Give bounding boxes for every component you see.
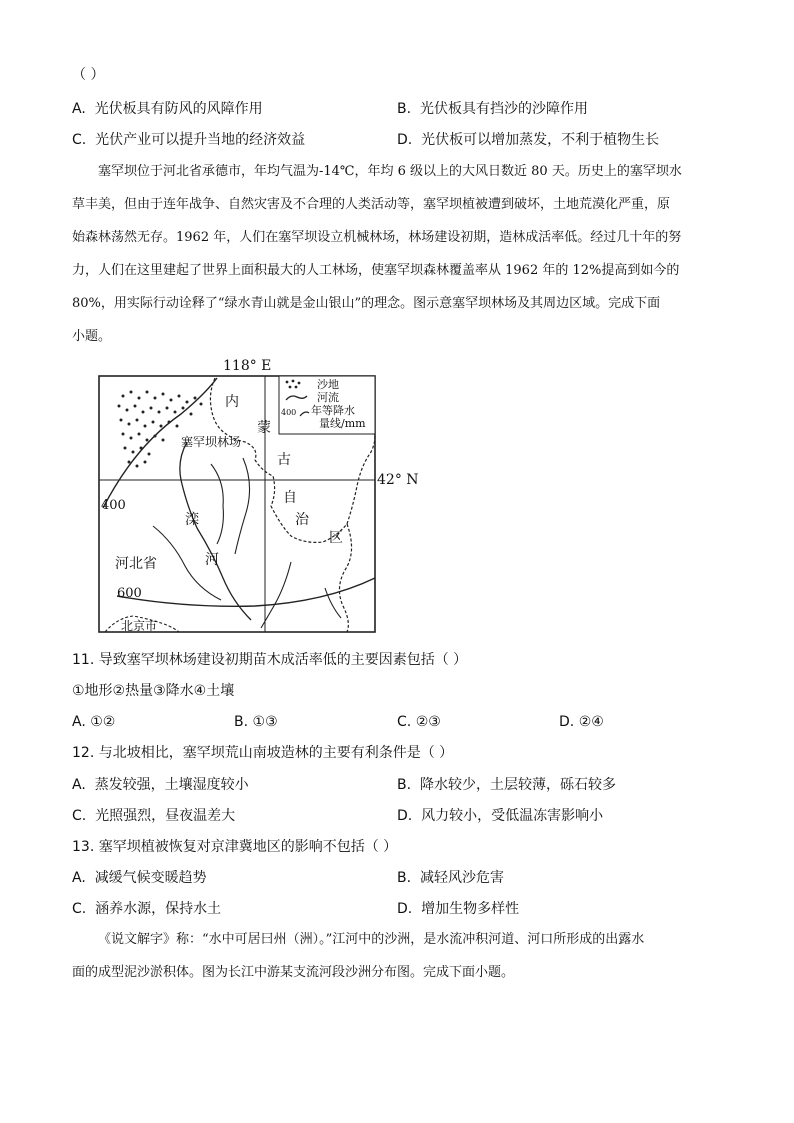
inner-mongolia-char-6: 区 [329, 530, 343, 546]
q13-stem: 13. 塞罕坝植被恢复对京津冀地区的影响不包括（ ） [72, 839, 398, 855]
q11-option-c [397, 713, 441, 731]
q12-stem: 12. 与北坡相比，塞罕坝荒山南坡造林的主要有利条件是（ ） [72, 745, 454, 761]
passage-line: 《说文解字》称：“水中可居曰州（洲）。”江河中的沙洲，是水流冲积河道、河口所形成的出露水 [98, 932, 645, 947]
option-letter: D. [397, 808, 413, 824]
passage-shazhou [72, 923, 724, 989]
option-letter: B. [234, 714, 249, 730]
passage-line: 小题。 [72, 329, 112, 344]
option-letter: B. [397, 777, 412, 793]
option-text: 减轻风沙危害 [419, 870, 504, 886]
passage-line: 80%，用实际行动诠释了“绿水青山就是金山银山”的理念。图示意塞罕坝林场及其周边区域。完成下面 [72, 296, 661, 311]
option-letter: D. [397, 132, 413, 148]
saihanba-map [95, 356, 425, 636]
inner-mongolia-char-4: 自 [283, 490, 297, 506]
q10-option-c [72, 131, 305, 149]
tributary [235, 458, 250, 554]
q11-option-d [559, 713, 604, 731]
option-letter: C. [397, 714, 412, 730]
q13-option-c [72, 900, 221, 918]
legend-isohyet-label-2: 量线/mm [319, 417, 366, 430]
option-text: 蒸发较强，土壤湿度较小 [94, 777, 249, 793]
tributary [211, 464, 223, 544]
q13-option-b [397, 869, 504, 887]
option-text: ②③ [415, 714, 441, 730]
q11-factors: ①地形②热量③降水④土壤 [72, 683, 235, 699]
option-letter: A. [72, 101, 86, 117]
q11-stem: 11. 导致塞罕坝林场建设初期苗木成活率低的主要因素包括（ ） [72, 652, 468, 668]
beijing-label: 北京市 [121, 619, 158, 633]
option-text: ①③ [252, 714, 278, 730]
q12-option-a [72, 776, 249, 794]
latitude-label: 42° N [377, 472, 419, 488]
luan-river-char-1: 滦 [185, 512, 199, 528]
inner-mongolia-char-5: 治 [295, 512, 309, 528]
option-letter: C. [72, 132, 87, 148]
inner-mongolia-char-3: 古 [277, 452, 291, 468]
q10-option-d [397, 131, 659, 149]
q10-option-a [72, 100, 263, 118]
sand-field [118, 391, 203, 468]
option-letter: A. [72, 777, 86, 793]
option-letter: B. [397, 101, 412, 117]
option-text: ①② [90, 714, 116, 730]
option-text: 光伏板可以增加蒸发，不利于植物生长 [421, 132, 660, 148]
inner-mongolia-char-2: 蒙 [257, 420, 271, 436]
luan-river-char-2: 河 [205, 552, 219, 568]
isohyet-400-label: 400 [101, 498, 126, 513]
option-text: ②④ [578, 714, 604, 730]
passage-line: 草丰美，但由于连年战争、自然灾害及不合理的人类活动等，塞罕坝植被遭到破坏，土地荒漠化严重，原 [72, 197, 671, 212]
isohyet-600 [117, 578, 375, 606]
option-letter: C. [72, 901, 87, 917]
option-text: 涵养水源，保持水土 [95, 901, 222, 917]
q11-option-b [234, 713, 278, 731]
option-text: 风力较小，受低温冻害影响小 [421, 808, 604, 824]
q12-option-b [397, 776, 616, 794]
q13-option-a [72, 869, 207, 887]
option-text: 增加生物多样性 [421, 901, 520, 917]
q11-option-a [72, 713, 115, 731]
option-text: 降水较少，土层较薄，砾石较多 [419, 777, 616, 793]
option-letter: D. [397, 901, 413, 917]
q10-stem-tail: （ ） [72, 67, 105, 83]
option-letter: A. [72, 714, 86, 730]
isohyet-600-label: 600 [117, 586, 142, 601]
passage-line: 面的成型泥沙淤积体。图为长江中游某支流河段沙洲分布图。完成下面小题。 [72, 965, 515, 980]
option-text: 光伏产业可以提升当地的经济效益 [95, 132, 306, 148]
inner-mongolia-char-1: 内 [225, 394, 239, 410]
hebei-label: 河北省 [115, 556, 157, 572]
option-letter: A. [72, 870, 86, 886]
longitude-label: 118° E [223, 358, 272, 374]
passage-line: 始森林荡然无存。1962 年，人们在塞罕坝设立机械林场，林场建设初期，造林成活率低。经过几十年的努 [72, 230, 682, 245]
option-text: 光照强烈，昼夜温差大 [95, 808, 236, 824]
map-drawing [95, 356, 425, 636]
option-text: 光伏板具有防风的风障作用 [94, 101, 263, 117]
option-letter: D. [559, 714, 575, 730]
option-text: 光伏板具有挡沙的沙障作用 [419, 101, 588, 117]
q12-option-d [397, 807, 603, 825]
q10-option-b [397, 100, 588, 118]
legend-river-label: 河流 [317, 391, 339, 404]
legend-sand-label: 沙地 [317, 378, 339, 391]
option-text: 减缓气候变暖趋势 [94, 870, 207, 886]
passage-line: 塞罕坝位于河北省承德市，年均气温为-14℃，年均 6 级以上的大风日数近 80 天。历史上的塞罕坝水 [98, 164, 682, 179]
q12-option-c [72, 807, 235, 825]
passage-line: 力，人们在这里建起了世界上面积最大的人工林场，使塞罕坝森林覆盖率从 1962 年的 12%提高到如今的 [72, 263, 680, 278]
q13-option-d [397, 900, 519, 918]
forest-farm-label: 塞罕坝林场 [181, 435, 242, 449]
option-letter: C. [72, 808, 87, 824]
passage-saihanba [72, 155, 724, 353]
legend-isohyet-label-1: 年等降水 [311, 404, 355, 417]
option-letter: B. [397, 870, 412, 886]
legend-isohyet-value: 400 [281, 408, 297, 417]
